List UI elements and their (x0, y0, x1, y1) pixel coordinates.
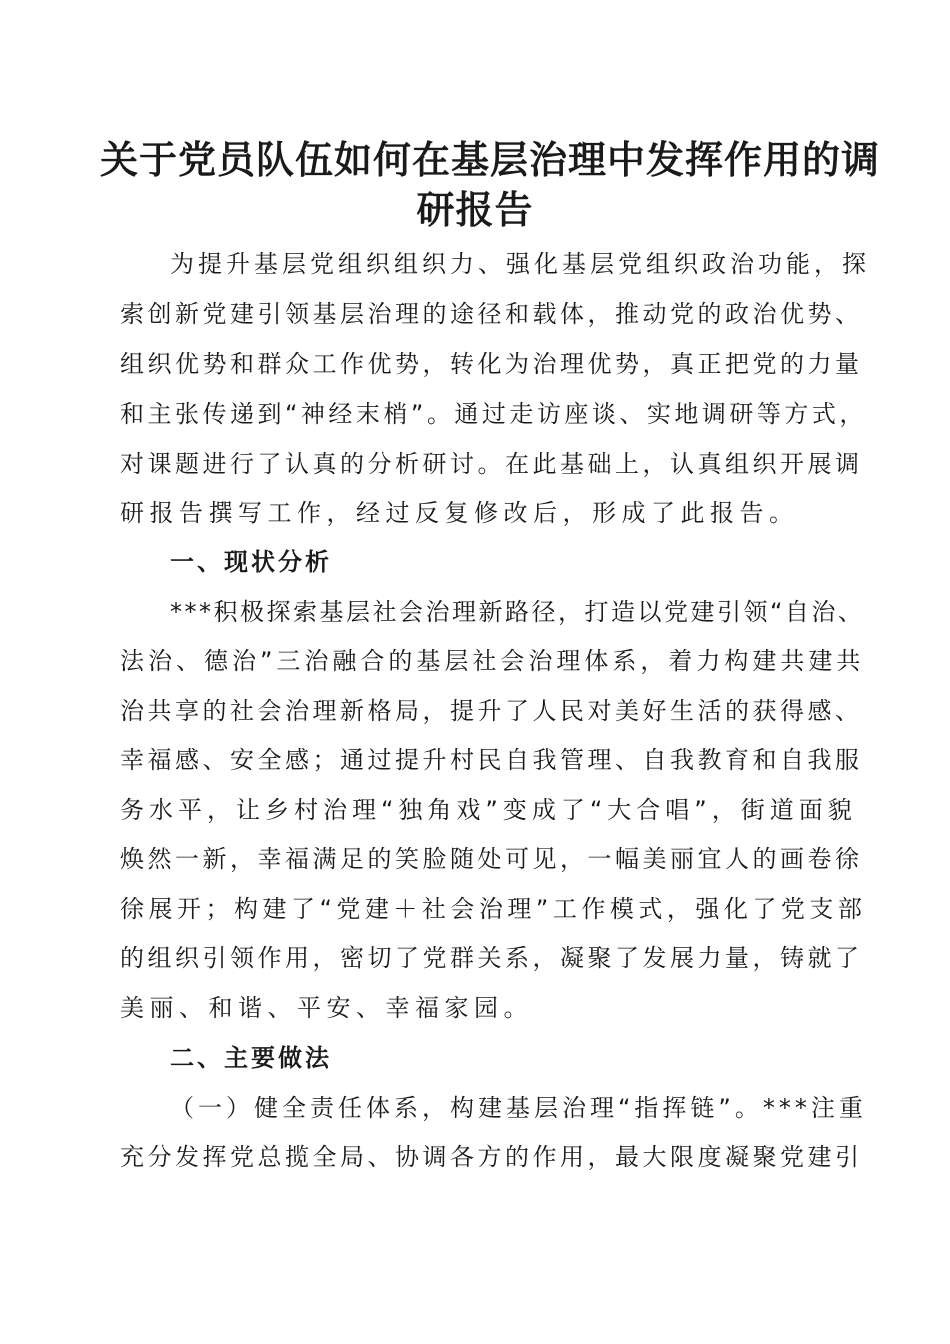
document-title-line-1: 关于党员队伍如何在基层治理中发挥作用的调 (100, 137, 881, 182)
intro-line-1: 为提升基层党组织组织力、强化基层党组织政治功能，探 (170, 250, 870, 278)
intro-line-6: 研报告撰写工作，经过反复修改后，形成了此报告。 (120, 499, 799, 527)
practices-line-2: 充分发挥党总揽全局、协调各方的作用，最大限度凝聚党建引 (120, 1143, 863, 1171)
status-line-4: 幸福感、安全感；通过提升村民自我管理、自我教育和自我服 (120, 746, 863, 774)
status-line-8: 的组织引领作用，密切了党群关系，凝聚了发展力量，铸就了 (120, 944, 863, 972)
status-line-7: 徐展开；构建了“党建＋社会治理”工作模式，强化了党支部 (120, 895, 867, 923)
section-heading-status: 一、现状分析 (170, 548, 332, 576)
status-line-1: ***积极探索基层社会治理新路径，打造以党建引领“自治、 (170, 598, 865, 626)
intro-line-4: 和主张传递到“神经末梢”。通过走访座谈、实地调研等方式， (120, 400, 867, 428)
status-line-6: 焕然一新，幸福满足的笑脸随处可见，一幅美丽宜人的画卷徐 (120, 845, 863, 873)
document-title-line-2: 研报告 (416, 187, 534, 232)
intro-line-2: 索创新党建引领基层治理的途径和载体，推动党的政治优势、 (120, 300, 863, 328)
practices-line-1: （一）健全责任体系，构建基层治理“指挥链”。***注重 (170, 1094, 867, 1122)
intro-line-3: 组织优势和群众工作优势，转化为治理优势，真正把党的力量 (120, 350, 863, 378)
status-line-3: 治共享的社会治理新格局，提升了人民对美好生活的获得感、 (120, 697, 863, 725)
intro-line-5: 对课题进行了认真的分析研讨。在此基础上，认真组织开展调 (120, 450, 863, 478)
status-line-9: 美丽、和谐、平安、幸福家园。 (120, 994, 533, 1022)
section-heading-practices: 二、主要做法 (170, 1044, 332, 1072)
status-line-5: 务水平，让乡村治理“独角戏”变成了“大合唱”，街道面貌 (120, 796, 857, 824)
status-line-2: 法治、德治”三治融合的基层社会治理体系，着力构建共建共 (120, 647, 865, 675)
